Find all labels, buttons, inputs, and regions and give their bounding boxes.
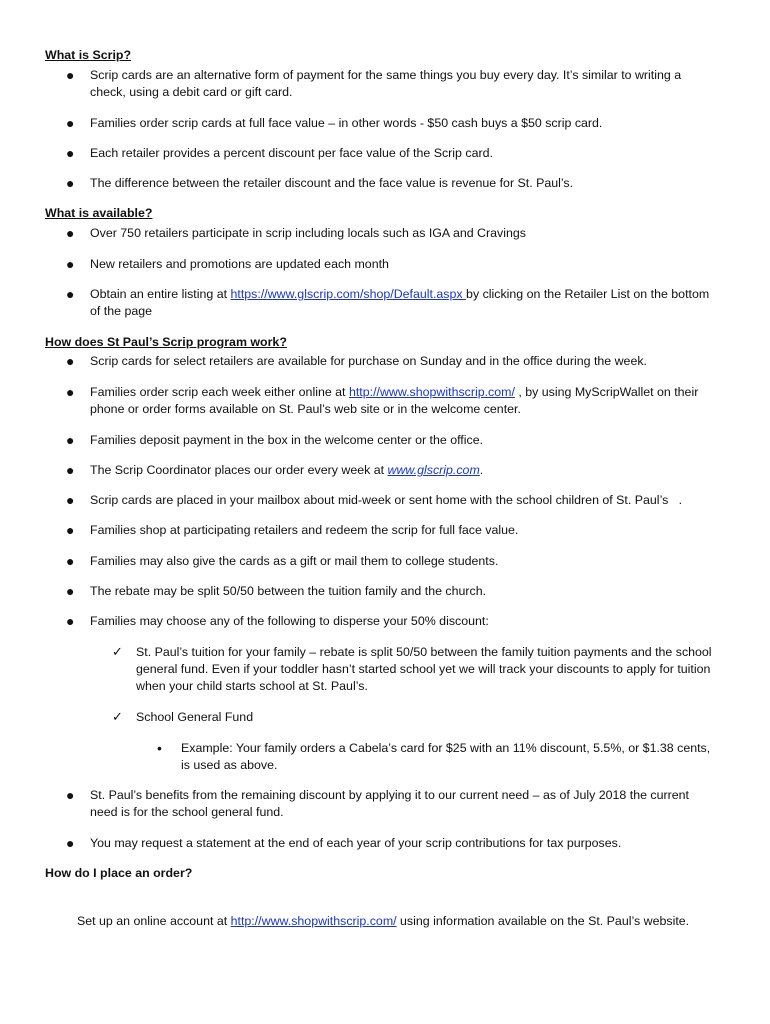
bullet-icon: ● (66, 115, 75, 131)
glscrip-link[interactable]: www.glscrip.com (387, 463, 480, 477)
list-item: ● Obtain an entire listing at https://www.glscrip.com/shop/Default.aspx by clicking on the Retailer List on the bottom of the page (66, 286, 710, 318)
glscrip-default-link[interactable]: https://www.glscrip.com/shop/Default.aspx (230, 287, 467, 301)
bullet-icon: ● (66, 835, 75, 851)
bullet-icon: ● (66, 787, 75, 803)
bullet-icon: ● (66, 256, 75, 272)
option-item: ✓ St. Paul’s tuition for your family – rebate is split 50/50 between the family tuition payments and the school general fund. Even if your toddler hasn’t started school yet we will track your discounts to apply for tuition when your child starts school at St. Paul’s. (112, 645, 712, 693)
list-item: ● St. Paul’s benefits from the remaining discount by applying it to our current need – as of July 2018 the current need is for the school general fund. (66, 787, 689, 819)
list-item: ● Scrip cards are placed in your mailbox about mid-week or sent home with the school children of St. Paul’s . (66, 492, 683, 508)
checkmark-icon: ✓ (112, 710, 123, 725)
list-item: ● The rebate may be split 50/50 between the tuition family and the church. (66, 583, 487, 599)
list-item: ● Families shop at participating retailers and redeem the scrip for full face value. (66, 522, 519, 538)
list-item: ● The Scrip Coordinator places our order every week at www.glscrip.com. (66, 462, 484, 478)
shopwithscrip-link[interactable]: http://www.shopwithscrip.com/ (348, 385, 515, 399)
bullet-icon: ● (66, 353, 75, 369)
list-item: ● The difference between the retailer discount and the face value is revenue for St. Paul’s. (66, 175, 574, 191)
bullet-icon: ● (66, 613, 75, 629)
list-item: ● Families order scrip cards at full face value – in other words - $50 cash buys a $50 scrip card. (66, 115, 603, 131)
example-item: • Example: Your family orders a Cabela’s card for $25 with an 11% discount, 5.5%, or $1.38 cents, is used as above. (157, 740, 711, 772)
list-item: ● Each retailer provides a percent discount per face value of the Scrip card. (66, 145, 493, 161)
bullet-icon: ● (66, 492, 75, 508)
shopwithscrip-order-link[interactable]: http://www.shopwithscrip.com/ (230, 914, 397, 928)
bullet-icon: ● (66, 522, 75, 538)
list-item: ● New retailers and promotions are updated each month (66, 256, 389, 272)
bullet-icon: ● (66, 67, 75, 83)
heading-how-program-works: How does St Paul’s Scrip program work? (45, 335, 287, 349)
bullet-icon: • (157, 740, 162, 756)
list-item: ● Families order scrip each week either online at http://www.shopwithscrip.com/ , by using MyScripWallet on their phone or order forms available on St. Paul’s web site or in the welcome center. (66, 384, 699, 416)
heading-what-is-scrip: What is Scrip? (45, 48, 132, 62)
list-item: ● You may request a statement at the end of each year of your scrip contributions for tax purposes. (66, 835, 622, 851)
list-item: ● Scrip cards are an alternative form of payment for the same things you buy every day. It’s similar to writing a check, using a debit card or gift card. (66, 67, 682, 99)
bullet-icon: ● (66, 432, 75, 448)
bullet-icon: ● (66, 225, 75, 241)
order-instructions: Set up an online account at http://www.shopwithscrip.com/ using information available on the St. Paul’s website. (77, 914, 690, 928)
heading-what-is-available: What is available? (45, 206, 153, 220)
bullet-icon: ● (66, 175, 75, 191)
bullet-icon: ● (66, 145, 75, 161)
list-item: ● Families deposit payment in the box in the welcome center or the office. (66, 432, 484, 448)
bullet-icon: ● (66, 553, 75, 569)
bullet-icon: ● (66, 286, 75, 302)
list-item: ● Over 750 retailers participate in scrip including locals such as IGA and Cravings (66, 225, 526, 241)
heading-how-to-order: How do I place an order? (45, 866, 193, 880)
bullet-icon: ● (66, 583, 75, 599)
list-item: ● Scrip cards for select retailers are available for purchase on Sunday and in the office during the week. (66, 353, 647, 369)
list-item: ● Families may choose any of the following to disperse your 50% discount: (66, 613, 489, 629)
bullet-icon: ● (66, 462, 75, 478)
option-item: ✓ School General Fund (112, 710, 254, 725)
bullet-icon: ● (66, 384, 75, 400)
checkmark-icon: ✓ (112, 645, 123, 660)
list-item: ● Families may also give the cards as a gift or mail them to college students. (66, 553, 499, 569)
